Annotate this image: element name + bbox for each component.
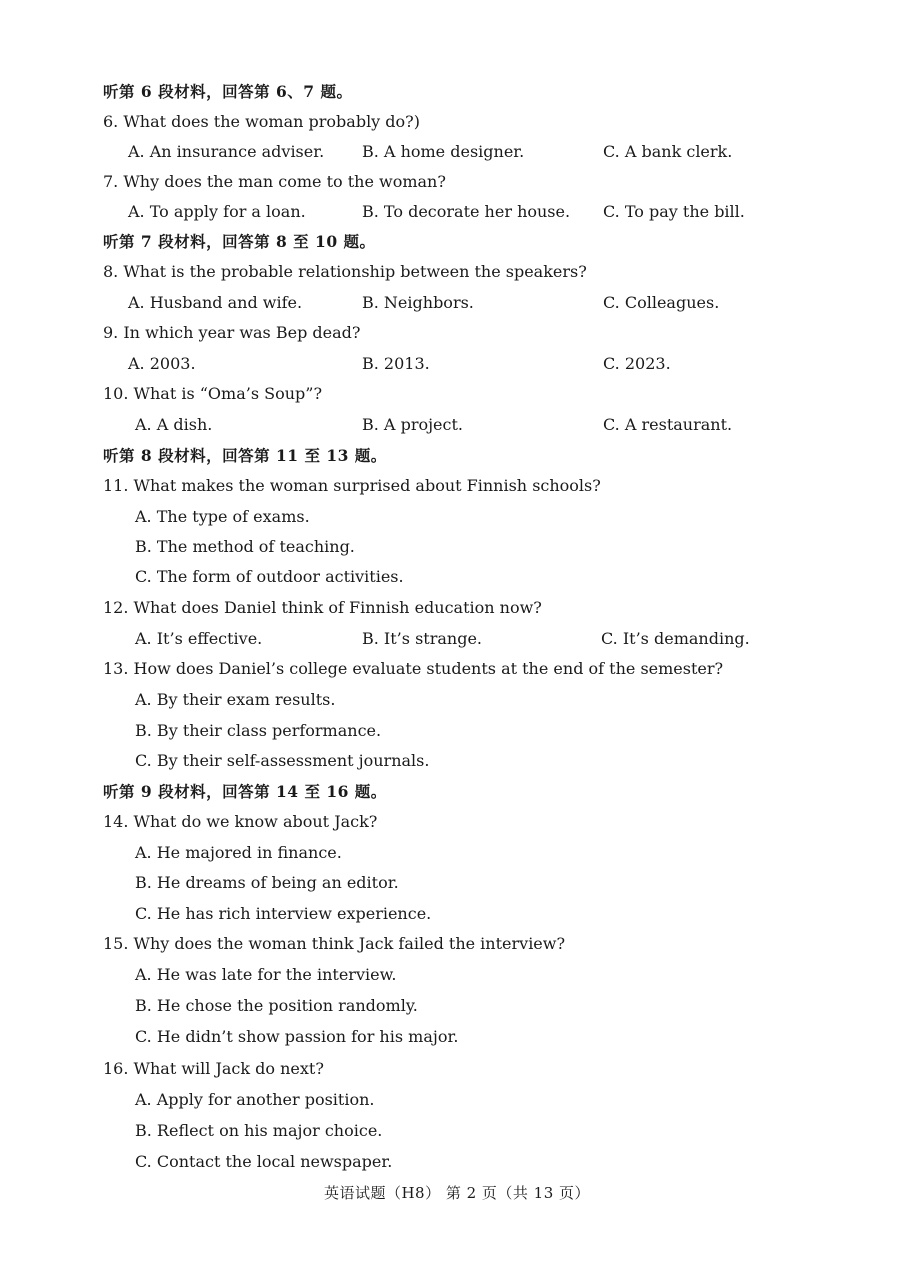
option-b: B. By their class performance. [135, 721, 382, 740]
option-c: C. To pay the bill. [603, 202, 745, 221]
option-c: C. It’s demanding. [601, 629, 750, 648]
option-c: C. 2023. [603, 354, 671, 373]
question-text: 7. Why does the man come to the woman? [103, 172, 446, 191]
option-c: C. He didn’t show passion for his major. [135, 1027, 459, 1046]
section-heading: 听第 8 段材料，回答第 11 至 13 题。 [103, 446, 387, 465]
option-a: A. The type of exams. [135, 507, 310, 526]
option-a: A. Apply for another position. [135, 1090, 375, 1109]
option-c: C. By their self-assessment journals. [135, 751, 430, 770]
option-b: B. He dreams of being an editor. [135, 873, 399, 892]
option-11-b [0, 532, 914, 562]
option-c: C. He has rich interview experience. [135, 904, 432, 923]
page-footer: 英语试题（H8） 第 2 页（共 13 页） [323, 1184, 591, 1202]
options-9 [0, 349, 914, 379]
option-b: B. Neighbors. [362, 293, 474, 312]
option-15-b [0, 991, 914, 1021]
question-11 [0, 471, 914, 501]
question-text: 11. What makes the woman surprised about Finnish schools? [103, 476, 601, 495]
option-13-c [0, 746, 914, 776]
question-text: 15. Why does the woman think Jack failed the interview? [103, 934, 566, 953]
option-14-c [0, 899, 914, 929]
options-7 [0, 197, 914, 227]
question-text: 16. What will Jack do next? [103, 1059, 324, 1078]
question-text: 9. In which year was Bep dead? [103, 323, 361, 342]
option-15-c [0, 1022, 914, 1052]
option-a: A. A dish. [135, 415, 213, 434]
option-13-b [0, 716, 914, 746]
option-b: B. The method of teaching. [135, 537, 355, 556]
option-c: C. The form of outdoor activities. [135, 567, 404, 586]
options-8 [0, 288, 914, 318]
option-a: A. An insurance adviser. [128, 142, 325, 161]
section-heading: 听第 6 段材料，回答第 6、7 题。 [103, 82, 353, 101]
question-text: 13. How does Daniel’s college evaluate students at the end of the semester? [103, 659, 724, 678]
question-13 [0, 654, 914, 684]
question-15 [0, 929, 914, 959]
option-a: A. It’s effective. [135, 629, 263, 648]
option-b: B. 2013. [362, 354, 430, 373]
option-a: A. 2003. [128, 354, 196, 373]
option-c: C. A bank clerk. [603, 142, 733, 161]
options-6 [0, 137, 914, 167]
option-16-c [0, 1147, 914, 1177]
option-15-a [0, 960, 914, 990]
option-b: B. To decorate her house. [362, 202, 571, 221]
question-10 [0, 379, 914, 409]
question-text: 12. What does Daniel think of Finnish education now? [103, 598, 542, 617]
option-a: A. To apply for a loan. [128, 202, 306, 221]
question-6 [0, 107, 914, 137]
option-a: A. He was late for the interview. [135, 965, 397, 984]
question-text: 8. What is the probable relationship between the speakers? [103, 262, 587, 281]
option-13-a [0, 685, 914, 715]
option-14-b [0, 868, 914, 898]
section-heading: 听第 7 段材料，回答第 8 至 10 题。 [103, 232, 376, 251]
question-7 [0, 167, 914, 197]
question-16 [0, 1054, 914, 1084]
question-12 [0, 593, 914, 623]
question-8 [0, 257, 914, 287]
option-16-a [0, 1085, 914, 1115]
option-c: C. A restaurant. [603, 415, 733, 434]
question-text: 10. What is “Oma’s Soup”? [103, 384, 323, 403]
option-a: A. By their exam results. [135, 690, 336, 709]
question-text: 14. What do we know about Jack? [103, 812, 378, 831]
option-11-c [0, 562, 914, 592]
option-a: A. Husband and wife. [128, 293, 303, 312]
section-heading: 听第 9 段材料，回答第 14 至 16 题。 [103, 782, 387, 801]
option-16-b [0, 1116, 914, 1146]
option-b: B. It’s strange. [362, 629, 482, 648]
option-c: C. Contact the local newspaper. [135, 1152, 393, 1171]
option-11-a [0, 502, 914, 532]
option-b: B. A home designer. [362, 142, 525, 161]
option-b: B. Reflect on his major choice. [135, 1121, 383, 1140]
option-a: A. He majored in finance. [135, 843, 342, 862]
option-14-a [0, 838, 914, 868]
options-10 [0, 410, 914, 440]
option-c: C. Colleagues. [603, 293, 720, 312]
option-b: B. A project. [362, 415, 463, 434]
question-text: 6. What does the woman probably do?) [103, 112, 420, 131]
option-b: B. He chose the position randomly. [135, 996, 418, 1015]
question-9 [0, 318, 914, 348]
options-12 [0, 624, 914, 654]
question-14 [0, 807, 914, 837]
